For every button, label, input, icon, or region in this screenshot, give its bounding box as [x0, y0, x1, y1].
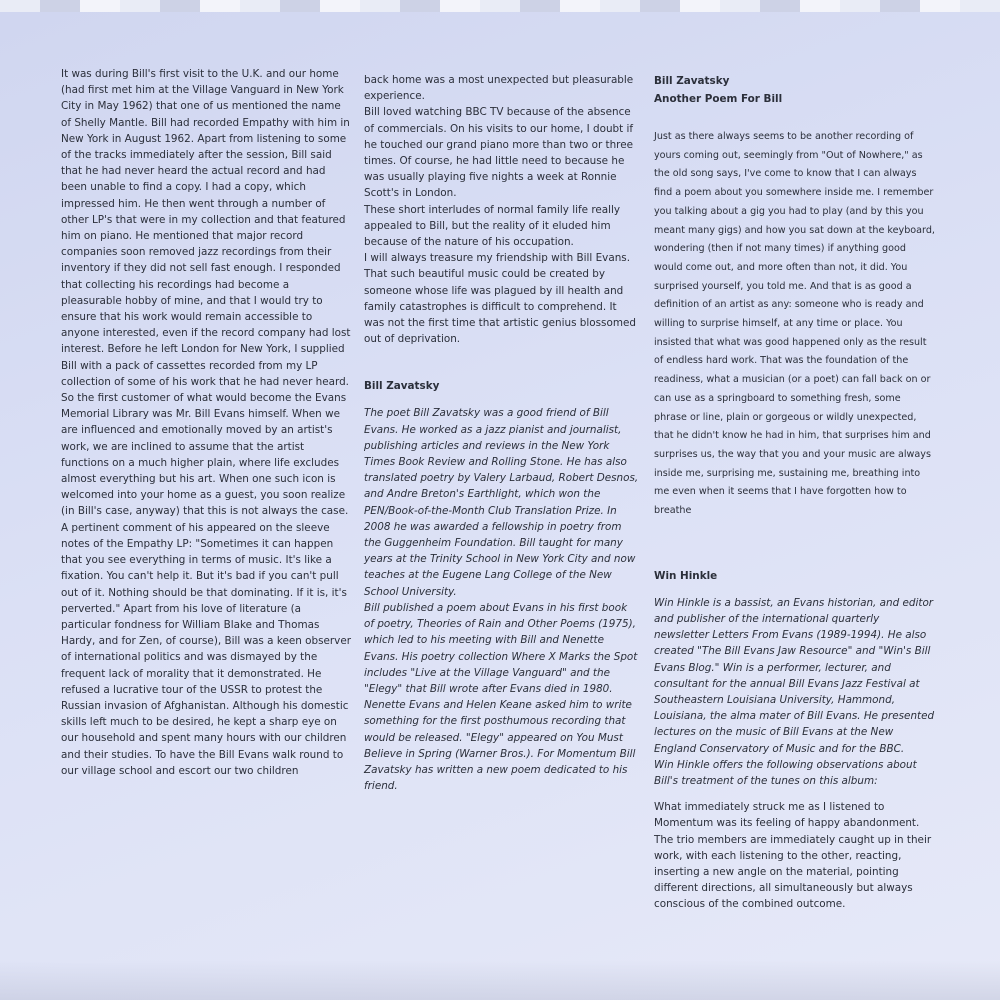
section-heading: Win Hinkle: [654, 569, 718, 582]
bio-paragraph: Win Hinkle offers the following observations about Bill's treatment of the tunes on this album:: [654, 758, 917, 787]
poem-author: Bill Zavatsky: [654, 75, 730, 87]
poem-text: Just as there always seems to be another recording of yours coming out, seemingly from "Out of Nowhere," as the old song says, I've come to know that I can always find a poem about you somewhere inside me. I remember you talking about a gig you had to play (and by this you meant many gigs) and how you sat down at the keyboard, wondering (then if not many times) if anything good would come out, and more often than not, it did. You surprised yourself, you told me. And that is as good a definition of an artist as any: someone who is ready and willing to surprise himself, at any time or place. You insisted that what was good happened only as the result of endless hard work. That was the foundation of the readiness, what a musician (or a poet) can fall back on or can use as a springboard to something fresh, some phrase or line, plain or gorgeous or wildly unexpected, that he didn't know he had in him, that surprises him and surprises us, the way that you and your music are always inside me, surprising me, sustaining me, breathing into me even when it seems that I have forgotten how to breathe: [654, 131, 935, 517]
column-right: [654, 72, 936, 913]
body-text: It was during Bill's first visit to the U.K. and our home (had first met him at the Village Vanguard in New York City in May 1962) that one of us mentioned the name of Shelly Mantle. Bill had recorded Empathy with him in New York in August 1962. Apart from listening to some of the tracks immediately after the session, Bill said that he had never heard the actual record and had been unable to find a copy. I had a copy, which impressed him. He then went through a number of other LP's that were in my collection and that featured him on piano. He mentioned that major record companies soon removed jazz recordings from their inventory if they did not sell fast enough. I responded that collecting his recordings had become a pleasurable hobby of mine, and that I would try to ensure that his work would remain accessible to anyone interested, even if the record company had lost interest. Before he left London for New York, I supplied Bill with a pack of cassettes recorded from my LP collection of some of his work that he had never heard. So the first customer of what would become the Evans Memorial Library was Mr. Bill Evans himself. When we are influenced and emotionally moved by an artist's work, we are inclined to assume that the artist functions on a much higher plain, where life excludes almost everything but his art. When one such icon is welcomed into your home as a guest, you soon realize (in Bill's case, anyway) that this is not always the case. A pertinent comment of his appeared on the sleeve notes of the Empathy LP: "Sometimes it can happen that you see everything in terms of music. It's like a fixation. You can't help it. But it's bad if you can't pull out of it. Nothing should be that dominating. If it is, it's perverted." Apart from his love of literature (a particular fondness for William Blake and Thomas Hardy, and for Zen, of course), Bill was a keen observer of international politics and was dismayed by the frequent lack of morality that it demonstrated. He refused a lucrative tour of the USSR to protest the Russian invasion of Afghanistan. Although his domestic skills left much to be desired, he kept a sharp eye on our household and spent many hours with our children and their studies. To have the Bill Evans walk round to our village school and escort our two children: [61, 68, 351, 777]
body-paragraph: What immediately struck me as I listened to Momentum was its feeling of happy abandonment. The trio members are immediately caught up in their work, with each listening to the other, reacting, inserting a new angle on the material, pointing different directions, all simultaneously but always conscious of the combined outcome.: [654, 801, 932, 911]
body-paragraph: Bill loved watching BBC TV because of the absence of commercials. On his visits to our home, I doubt if he touched our grand piano more than two or three times. Of course, he had little need to because he was usually playing five nights a week at Ronnie Scott's in London.: [364, 106, 634, 200]
page-shadow: [0, 960, 1000, 1000]
bio-paragraph: Win Hinkle is a bassist, an Evans historian, and editor and publisher of the international quarterly newsletter Letters From Evans (1989-1994). He also created "The Bill Evans Jaw Resource" and "Win's Bill Evans Blog." Win is a performer, lecturer, and consultant for the annual Bill Evans Jazz Festival at Southeastern Louisiana University, Hammond, Louisiana, the alma mater of Bill Evans. He presented lectures on the music of Bill Evans at the New England Conservatory of Music and for the BBC.: [654, 596, 935, 755]
column-left: [61, 66, 351, 779]
top-edge: [0, 0, 1000, 12]
body-paragraph: These short interludes of normal family life really appealed to Bill, but the reality of it eluded him because of the nature of his occupation.: [364, 203, 621, 249]
column-middle: [364, 72, 639, 794]
poem-title: Another Poem For Bill: [654, 93, 783, 105]
body-paragraph: I will always treasure my friendship with Bill Evans. That such beautiful music could be created by someone whose life was plagued by ill health and family catastrophes is difficult to comprehend. It was not the first time that artistic genius blossomed out of deprivation.: [364, 252, 636, 346]
body-paragraph: back home was a most unexpected but pleasurable experience.: [364, 74, 634, 103]
bio-paragraph: Bill published a poem about Evans in his first book of poetry, Theories of Rain and Other Poems (1975), which led to his meeting with Bill and Nenette Evans. His poetry collection Where X Marks the Spot includes "Live at the Village Vanguard" and the "Elegy" that Bill wrote after Evans died in 1980. Nenette Evans and Helen Keane asked him to write something for the first posthumous recording that would be released. "Elegy" appeared on You Must Believe in Spring (Warner Bros.). For Momentum Bill Zavatsky has written a new poem dedicated to his friend.: [364, 601, 638, 793]
section-heading: Bill Zavatsky: [364, 380, 440, 393]
bio-paragraph: The poet Bill Zavatsky was a good friend of Bill Evans. He worked as a jazz pianist and journalist, publishing articles and reviews in the New York Times Book Review and Rolling Stone. He has also translated poetry by Valery Larbaud, Robert Desnos, and Andre Breton's Earthlight, which won the PEN/Book-of-the-Month Club Translation Prize. In 2008 he was awarded a fellowship in poetry from the Guggenheim Foundation. Bill taught for many years at the Trinity School in New York City and now teaches at the Eugene Lang College of the New School University.: [364, 407, 639, 598]
